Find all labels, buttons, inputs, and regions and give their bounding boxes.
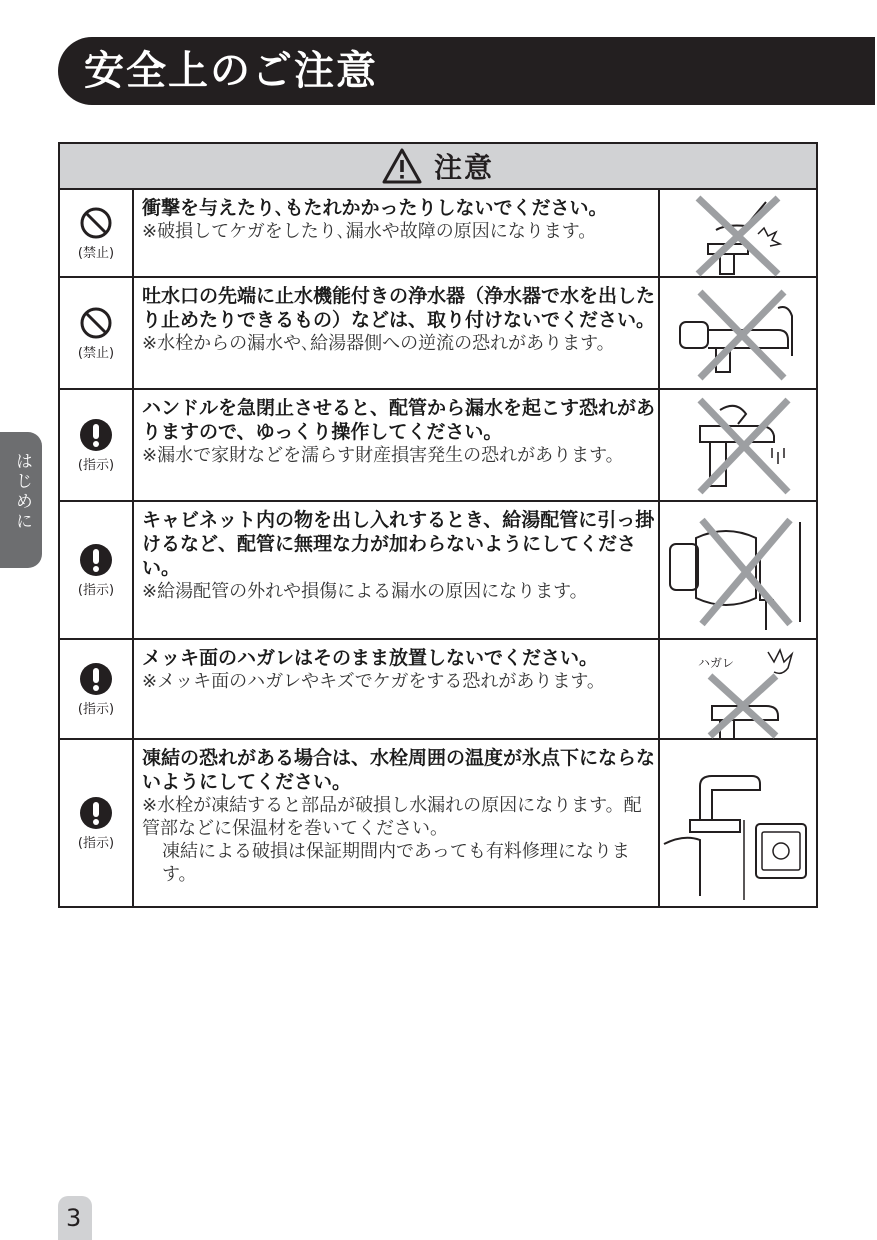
illustration-cell — [660, 502, 816, 638]
table-row — [60, 390, 816, 502]
illustration-label: ハガレ — [698, 656, 735, 670]
table-row — [60, 502, 816, 640]
symbol-label: (禁止) — [77, 245, 115, 261]
peeling-plating-illustration — [660, 640, 816, 740]
faucet-heater-illustration — [660, 740, 816, 906]
symbol-cell — [60, 278, 134, 388]
prohibit-icon — [79, 306, 113, 340]
instruction-icon — [79, 796, 113, 830]
table-row — [60, 640, 816, 740]
warning-text: ハンドルを急閉止させると、配管から漏水を起こす恐れがありますので、ゆっくり操作してください。 — [142, 397, 656, 443]
note-text: ※水栓からの漏水や､給湯器側への逆流の恐れがあります。 — [142, 333, 615, 354]
instruction-icon — [79, 662, 113, 696]
illustration-cell — [660, 278, 816, 388]
symbol-cell — [60, 740, 134, 906]
page-number: 3 — [66, 1204, 82, 1232]
note-text: 凍結による破損は保証期間内であっても有料修理になります。 — [162, 841, 630, 885]
table-header — [60, 144, 816, 190]
symbol-label: (禁止) — [77, 345, 115, 361]
note-text: ※メッキ面のハガレやキズでケガをする恐れがあります。 — [142, 671, 605, 692]
symbol-cell — [60, 502, 134, 638]
illustration-cell — [660, 640, 816, 738]
warning-triangle-icon — [382, 148, 422, 184]
prohibit-icon — [79, 206, 113, 240]
illustration-cell — [660, 190, 816, 276]
symbol-label: (指示) — [77, 582, 115, 598]
page-number-box — [58, 1196, 92, 1240]
symbol-label: (指示) — [77, 835, 115, 851]
side-tab[interactable] — [0, 432, 42, 568]
table-row — [60, 190, 816, 278]
cabinet-pipe-illustration — [660, 502, 816, 640]
warning-text: メッキ面のハガレはそのまま放置しないでください。 — [142, 647, 599, 669]
row-text — [134, 640, 660, 738]
symbol-cell — [60, 390, 134, 500]
note-text: ※給湯配管の外れや損傷による漏水の原因になります。 — [142, 581, 588, 602]
instruction-icon — [79, 543, 113, 577]
page-title: 安全上のご注意 — [84, 48, 378, 94]
illustration-cell — [660, 390, 816, 500]
caution-table — [58, 142, 818, 908]
note-text: ※漏水で家財などを濡らす財産損害発生の恐れがあります。 — [142, 445, 624, 466]
page-title-bar — [58, 37, 875, 105]
warning-text: 吐水口の先端に止水機能付きの浄水器（浄水器で水を出したり止めたりできるもの）などは、取り付けないでください。 — [142, 285, 656, 331]
table-header-label: 注意 — [433, 151, 494, 184]
warning-text: 凍結の恐れがある場合は、水栓周囲の温度が氷点下にならないようにしてください。 — [142, 747, 656, 793]
table-row — [60, 278, 816, 390]
warning-text: 衝撃を与えたり､もたれかかったりしないでください。 — [142, 197, 608, 219]
note-text: ※水栓が凍結すると部品が破損し水漏れの原因になります。配管部などに保温材を巻いてください。 — [142, 795, 642, 839]
warning-text: キャビネット内の物を出し入れするとき、給湯配管に引っ掛けるなど、配管に無理な力が加わらないようにしてください。 — [142, 509, 655, 579]
side-tab-label: はじめに — [12, 452, 32, 532]
illustration-cell — [660, 740, 816, 906]
row-text — [134, 190, 660, 276]
row-text — [134, 740, 660, 906]
faucet-impact-illustration — [660, 190, 816, 278]
table-row — [60, 740, 816, 906]
handle-slam-illustration — [660, 390, 816, 502]
symbol-label: (指示) — [77, 457, 115, 473]
row-text — [134, 278, 660, 388]
row-text — [134, 502, 660, 638]
instruction-icon — [79, 418, 113, 452]
row-text — [134, 390, 660, 500]
water-filter-illustration — [660, 278, 816, 390]
symbol-cell — [60, 640, 134, 738]
symbol-cell — [60, 190, 134, 276]
note-text: ※破損してケガをしたり､漏水や故障の原因になります。 — [142, 221, 597, 242]
symbol-label: (指示) — [77, 701, 115, 717]
